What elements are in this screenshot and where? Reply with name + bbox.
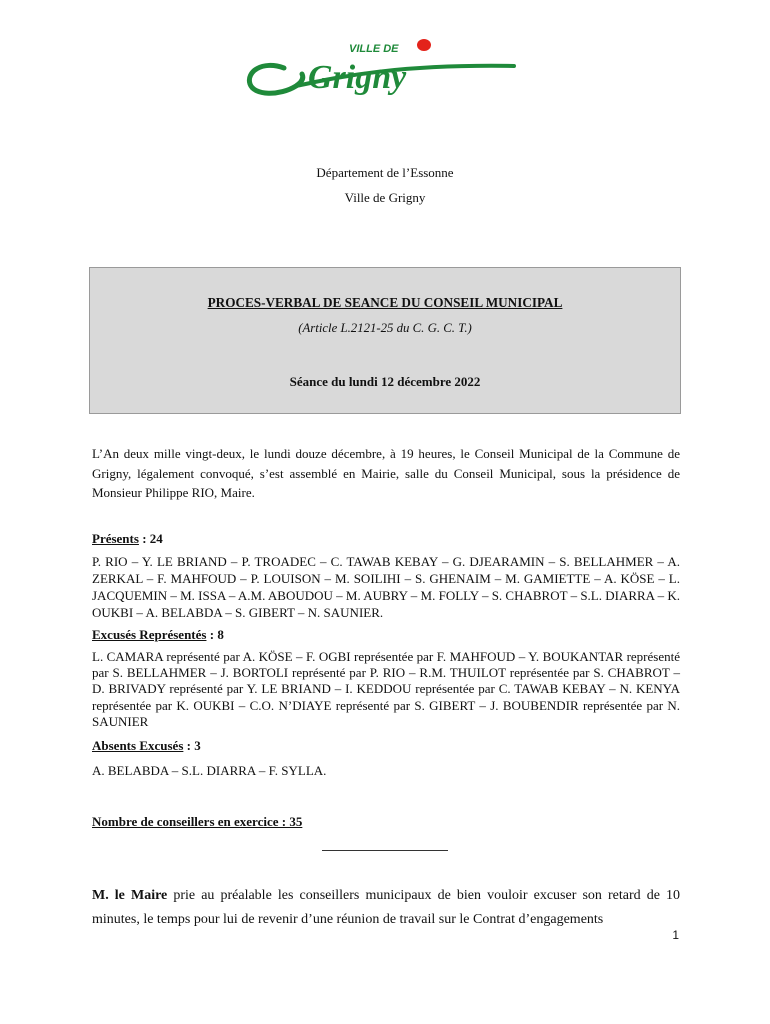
excuses-heading (92, 627, 224, 643)
maire-text: prie au préalable les conseillers municipaux de bien vouloir excuser son retard de 10 minutes, le temps pour lui de revenir d’une réunion de travail sur le Contrat d’engagements (92, 888, 680, 927)
logo-grigny-text: Grigny (308, 59, 407, 96)
logo-g-shape (249, 65, 302, 93)
absents-label: Absents Excusés (92, 738, 184, 753)
excuses-separator: : (206, 627, 218, 642)
presents-heading (92, 531, 163, 547)
absents-list: A. BELABDA – S.L. DIARRA – F. SYLLA. (92, 763, 327, 778)
session-date: Séance du lundi 12 décembre 2022 (289, 374, 481, 389)
conseillers-text: Nombre de conseillers en exercice : 35 (92, 814, 303, 829)
article-reference: (Article L.2121-25 du C. G. C. T.) (298, 321, 472, 335)
intro-paragraph: L’An deux mille vingt-deux, le lundi douze décembre, à 19 heures, le Conseil Municipal de la Commune de Grigny, légalement convoqué, s’est assemblé en Mairie, salle du Conseil Municipal, sous la présidence de Monsieur Philippe RIO, Maire. (92, 446, 680, 500)
logo-ville-de: VILLE DE (349, 43, 399, 55)
grigny-logo (244, 38, 528, 104)
presents-label: Présents (92, 531, 139, 546)
city-line: Ville de Grigny (344, 190, 426, 205)
title-box (89, 267, 681, 414)
excuses-label: Excusés Représentés (92, 627, 207, 642)
document-title: PROCES-VERBAL DE SEANCE DU CONSEIL MUNICIPAL (207, 295, 563, 310)
conseillers-count-line (92, 814, 302, 830)
excuses-count: 8 (217, 627, 224, 642)
excuses-list: L. CAMARA représenté par A. KÖSE – F. OGBI représentée par F. MAHFOUD – Y. BOUKANTAR représenté par S. BELLAHMER – J. BORTOLI représenté par P. RIO – R.M. THUILOT représentée par S. CHABROT – D. BRIVADY représenté par Y. LE BRIAND – I. KEDDOU représentée par C. TAWAB KEBAY – N. KENYA représentée par K. OUKBI – C.O. N’DIAYE représenté par S. GIBERT – J. BOUBENDIR représentée par N. SAUNIER (92, 649, 680, 729)
page-number: 1 (672, 928, 679, 942)
logo-graphic (244, 38, 528, 104)
absents-count: 3 (194, 738, 201, 753)
presents-list: P. RIO – Y. LE BRIAND – P. TROADEC – C. TAWAB KEBAY – G. DJEARAMIN – S. BELLAHMER – A. ZERKAL – F. MAHFOUD – P. LOUISON – M. SOILIHI – S. GHENAIM – M. GAMIETTE – A. KÖSE – L. JACQUEMIN – M. ISSA – A.M. ABOUDOU – M. AUBRY – M. FOLLY – S. CHABROT – S.L. DIARRA – K. OUKBI – A. BELABDA – S. GIBERT – N. SAUNIER. (92, 554, 680, 620)
department-line: Département de l’Essonne (316, 165, 454, 180)
logo-red-dot (417, 39, 431, 51)
maire-lead: M. le Maire (92, 888, 168, 903)
presents-count: 24 (149, 531, 163, 546)
separator-line (322, 850, 448, 851)
maire-paragraph (92, 884, 680, 932)
absents-separator: : (183, 738, 195, 753)
presents-separator: : (138, 531, 150, 546)
absents-heading (92, 738, 201, 754)
